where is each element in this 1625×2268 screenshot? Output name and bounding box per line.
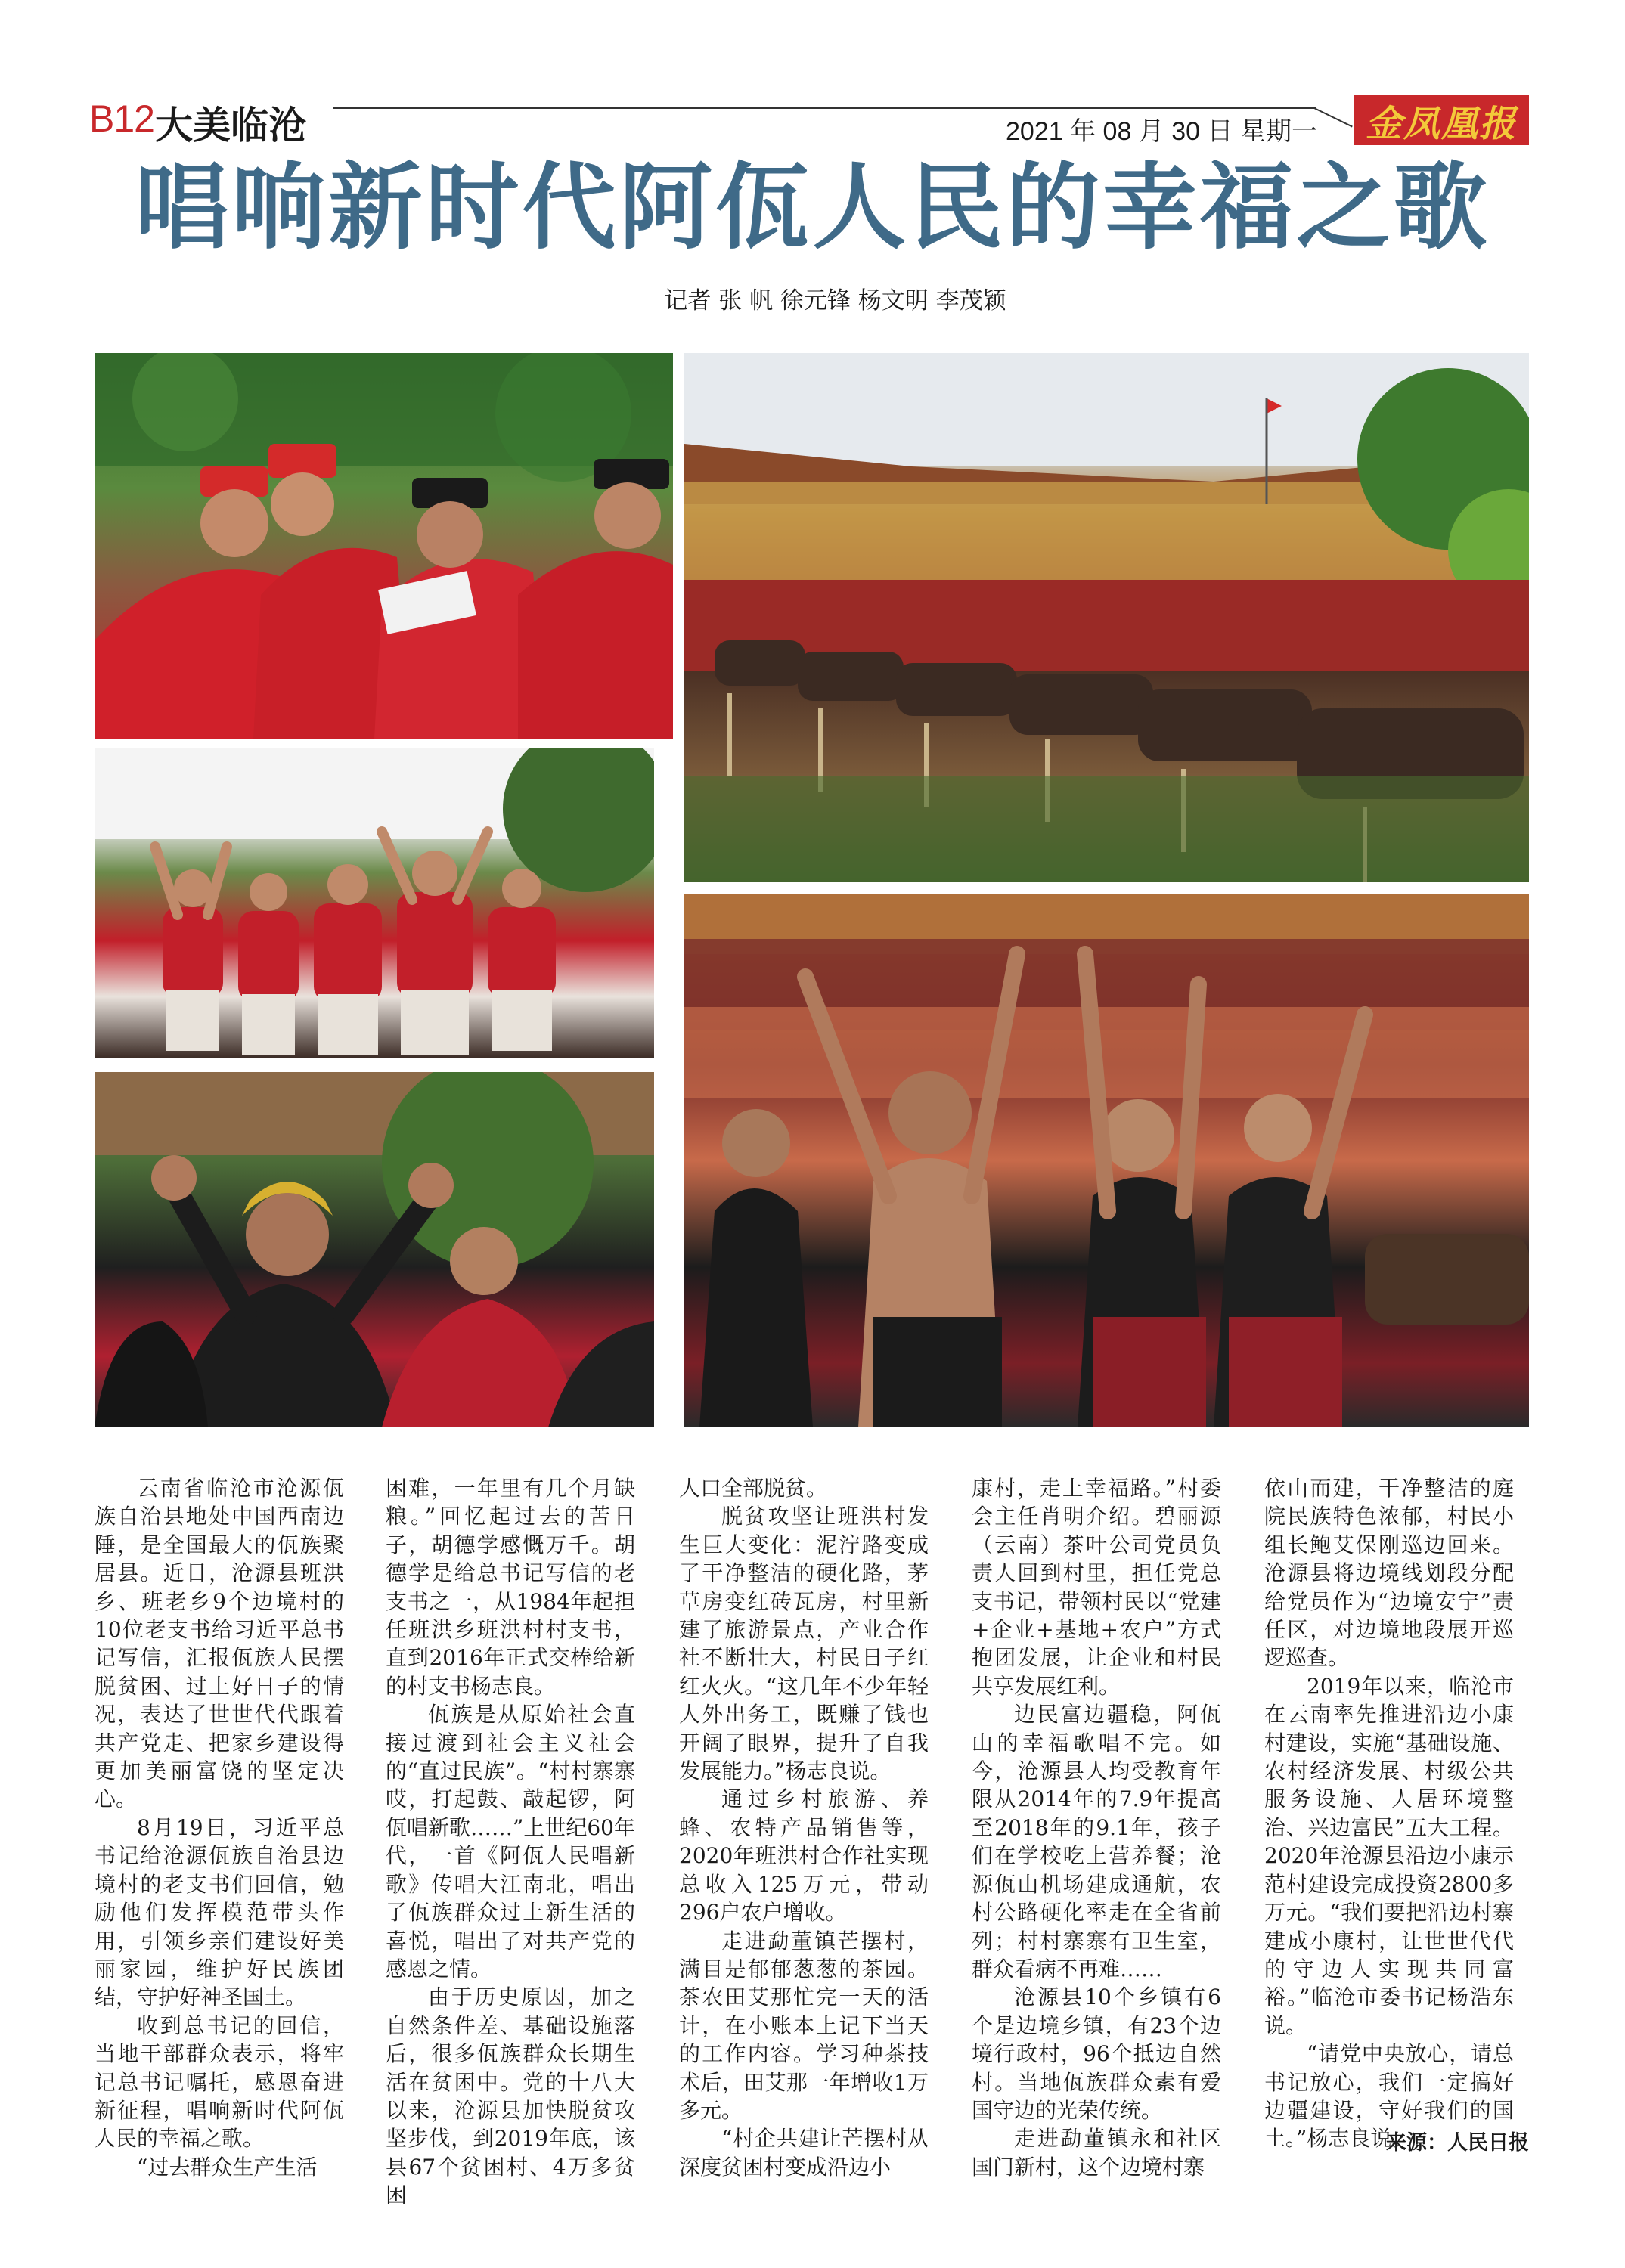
photo-3-scene xyxy=(95,748,654,1058)
photo-women-dancing xyxy=(95,748,654,1058)
paragraph: 依山而建，干净整洁的庭院民族特色浓郁，村民小组长鲍艾保刚巡边回来。沧源县将边境线划段分配给党员作为“边境安宁”责任区，对边境地段展开巡逻巡查。 xyxy=(1264,1476,1514,1671)
paragraph: 边民富边疆稳，阿佤山的幸福歌唱不完。如今，沧源县人均受教育年限从2014年的7.9年提高至2018年的9.1年，孩子们在学校吃上营养餐；沧源佤山机场建成通航，农村公路硬化率走在全省前列；村村寨寨有卫生室，群众看病不再难…… xyxy=(972,1702,1221,1981)
byline: 记者 张 帆 徐元锋 杨文明 李茂颖 xyxy=(664,287,1006,314)
paragraph: “村企共建让芒摆村从深度贫困村变成沿边小 xyxy=(679,2126,929,2180)
photo-2-scene xyxy=(684,353,1529,882)
article-column-3 xyxy=(679,1474,929,2181)
photo-young-dancers xyxy=(684,894,1529,1427)
headline: 唱响新时代阿佤人民的幸福之歌 xyxy=(135,153,1490,262)
paragraph: 8月19日，习近平总书记给沧源佤族自治县边境村的老支书们回信，勉励他们发挥模范带头作用，引领乡亲们建设好美丽家园，维护好民族团结，守护好神圣国土。 xyxy=(95,1814,344,2010)
paragraph: “过去群众生产生活 xyxy=(137,2154,318,2180)
paragraph: 2019年以来，临沧市在云南率先推进沿边小康村建设，实施“基础设施、农村经济发展、村级公共服务设施、人居环境整治、兴边富民”五大工程。2020年沧源县沿边小康示范村建设完成投资2800多万元。“我们要把沿边村寨建成小康村，让世世代代的守边人实现共同富裕。”临沧市委书记杨浩东说。 xyxy=(1264,1673,1514,2038)
photo-elders-reading-letter xyxy=(95,353,673,739)
source-credit: 来源：人民日报 xyxy=(1386,2131,1529,2155)
photo-5-scene xyxy=(684,894,1529,1427)
photo-1-scene xyxy=(95,353,673,739)
photo-4-scene xyxy=(95,1072,654,1427)
issue-date: 2021 年 08 月 30 日 星期一 xyxy=(1006,117,1317,146)
paragraph: 云南省临沧市沧源佤族自治县地处中国西南边陲，是全国最大的佤族聚居县。近日，沧源县班洪乡、班老乡9个边境村的10位老支书给习近平总书记写信，汇报佤族人民摆脱贫困、过上好日子的情况，表达了世世代代跟着共产党走、把家乡建设得更加美丽富饶的坚定决心。 xyxy=(95,1476,344,1812)
paragraph: 由于历史原因，加之自然条件差、基础设施落后，很多佤族群众长期生活在贫困中。党的十八大以来，沧源县加快脱贫攻坚步伐，到2019年底，该县67个贫困村、4万多贫困 xyxy=(386,1984,635,2208)
paragraph: 脱贫攻坚让班洪村发生巨大变化：泥泞路变成了干净整洁的硬化路，茅草房变红砖瓦房，村里新建了旅游景点，产业合作社不断壮大，村民日子红红火火。“这几年不少年轻人外出务工，既赚了钱也开阔了眼界，提升了自我发展能力。”杨志良说。 xyxy=(679,1504,929,1784)
photo-elder-woman-singing xyxy=(95,1072,654,1427)
article-column-1 xyxy=(95,1474,344,2181)
section-title: 大美临沧 xyxy=(155,104,306,147)
paragraph: 沧源县10个乡镇有6个是边境乡镇，有23个边境行政村，96个抵边自然村。当地佤族群众素有爱国守边的光荣传统。 xyxy=(972,1984,1221,2123)
masthead-rule xyxy=(333,107,1316,109)
article-column-2 xyxy=(386,1474,635,2210)
newspaper-logo xyxy=(1354,95,1529,145)
paragraph: 收到总书记的回信，当地干部群众表示，将牢记总书记嘱托，感恩奋进新征程，唱响新时代阿佤人民的幸福之歌。 xyxy=(95,2012,344,2152)
paragraph: “请党中央放心，请总书记放心，我们一定搞好边疆建设，守好我们的国土。”杨志良说。 xyxy=(1264,2041,1514,2152)
paragraph: 康村，走上幸福路。”村委会主任肖明介绍。碧丽源（云南）茶叶公司党员负责人回到村里，担任党总支书记，带领村民以“党建+企业+基地+农户”方式抱团发展，让企业和村民共享发展红利。 xyxy=(972,1476,1221,1699)
page-number: B12 xyxy=(89,98,154,140)
paragraph: 人口全部脱贫。 xyxy=(679,1476,828,1501)
masthead-rule-slant xyxy=(1314,107,1353,127)
paragraph: 困难，一年里有几个月缺粮。”回忆起过去的苦日子，胡德学感慨万千。胡德学是给总书记写信的老支书之一，从1984年起担任班洪乡班洪村村支书，直到2016年正式交棒给新的村支书杨志良。 xyxy=(386,1476,635,1699)
article-column-5 xyxy=(1264,1474,1514,2153)
paragraph: 通过乡村旅游、养蜂、农特产品销售等，2020年班洪村合作社实现总收入125万元，带动296户农户增收。 xyxy=(679,1786,929,1926)
paragraph: 走进勐董镇永和社区国门新村，这个边境村寨 xyxy=(972,2126,1221,2180)
newspaper-logo-text: 金凤凰报 xyxy=(1365,102,1517,145)
article-column-4 xyxy=(972,1474,1221,2181)
photo-wooden-drums xyxy=(684,353,1529,882)
paragraph: 走进勐董镇芒摆村，满目是郁郁葱葱的茶园。茶农田艾那忙完一天的活计，在小账本上记下当天的工作内容。学习种茶技术后，田艾那一年增收1万多元。 xyxy=(679,1928,929,2123)
paragraph: 佤族是从原始社会直接过渡到社会主义社会的“直过民族”。“村村寨寨哎，打起鼓、敲起锣，阿佤唱新歌……”上世纪60年代，一首《阿佤人民唱新歌》传唱大江南北，唱出了佤族群众过上新生活的喜悦，唱出了对共产党的感恩之情。 xyxy=(386,1702,635,1981)
